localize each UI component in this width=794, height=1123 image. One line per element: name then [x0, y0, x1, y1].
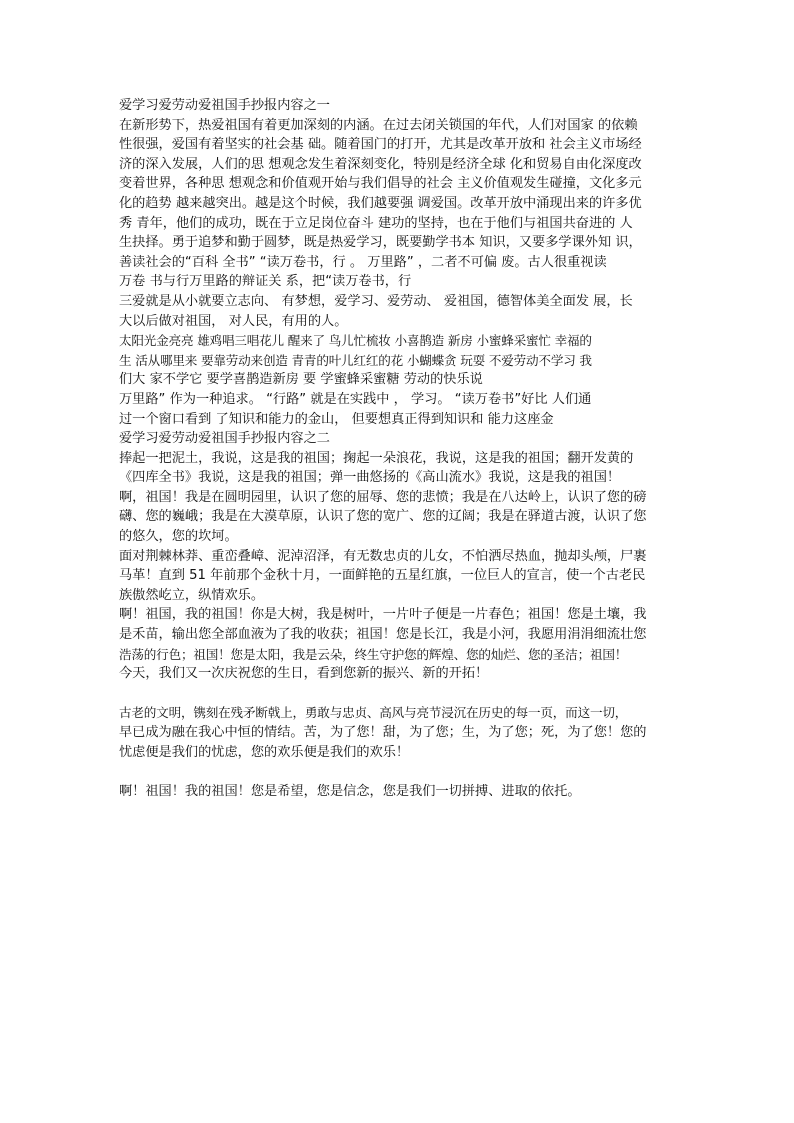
text-line: 早已成为融在我心中恒的情结。苦，为了您！甜，为了您；生，为了您；死，为了您！您的: [119, 725, 647, 740]
text-line: 的悠久，您的坎坷。: [119, 529, 238, 545]
text-line: 是禾苗，输出您全部血液为了我的收获；祖国！您是长江，我是小河，我愿用涓涓细流壮您: [119, 627, 647, 643]
text-line: 古老的文明，镌刻在残矛断戟上，勇敢与忠贞、高风与亮节浸沉在历史的每一页，而这一切，: [119, 705, 628, 721]
paragraph-gap: [119, 684, 675, 704]
text-line: 太阳光金亮亮 雄鸡唱三唱花儿 醒来了 鸟儿忙梳妆 小喜鹊造 新房 小蜜蜂采蜜忙 幸福的: [119, 333, 592, 349]
text-line: 济的深入发展，人们的思 想观念发生着深刻变化，特别是经济全球 化和贸易自由化深度改: [119, 156, 642, 172]
text-line: 礴、您的巍峨；我是在大漠草原，认识了您的宽广、您的辽阔；我是在驿道古渡，认识了您: [119, 509, 647, 525]
text-line: 啊！祖国，我的祖国！你是大树，我是树叶，一片叶子便是一片春色；祖国！您是土壤，我: [119, 607, 647, 623]
text-line: 秀 青年，他们的成功，既在于立足岗位奋斗 建功的坚持，也在于他们与祖国共奋进的 人: [119, 215, 633, 231]
text-line: 浩荡的行色；祖国！您是太阳，我是云朵，终生守护您的辉煌、您的灿烂、您的圣洁；祖国！: [119, 646, 628, 662]
text-line: 马革！直到 51 年前那个金秋十月，一面鲜艳的五星红旗，一位巨人的宣言，使一个古老民: [119, 568, 646, 584]
text-line: 大以后做对祖国， 对人民，有用的人。: [119, 313, 348, 329]
text-line: 族傲然屹立，纵情欢乐。: [119, 587, 265, 603]
section-title-1: 爱学习爱劳动爱祖国手抄报内容之一: [119, 98, 330, 113]
text-line: 化的趋势 越来越突出。越是这个时候，我们越要强 调爱国。改革开放中涌现出来的许多优: [119, 195, 642, 211]
text-line: 啊！祖国！我的祖国！您是希望，您是信念，您是我们一切拼搏、进取的依托。: [119, 783, 581, 799]
text-line: 捧起一把泥土，我说，这是我的祖国；掬起一朵浪花，我说，这是我的祖国；翻开发黄的: [119, 450, 634, 466]
text-line: 性很强，爱国有着坚实的社会基 础。随着国门的打开，尤其是改革开放和 社会主义市场经: [119, 137, 642, 153]
text-line: 生 活从哪里来 要靠劳动来创造 青青的叶儿红红的花 小蝴蝶贪 玩耍 不爱劳动不学习 我: [119, 352, 592, 368]
text-line: 生抉择。勇于追梦和勤于圆梦，既是热爱学习，既要勤学书本 知识，又要多学课外知 识，: [119, 235, 642, 251]
text-line: 今天，我们又一次庆祝您的生日，看到您新的振兴、新的开拓！: [119, 666, 489, 682]
text-line: 在新形势下，热爱祖国有着更加深刻的内涵。在过去闭关锁国的年代，人们对国家 的依赖: [119, 117, 638, 133]
text-line: 善读社会的“百科 全书” “读万卷书，行 。 万里路” ，二者不可偏 废。古人很重视读: [119, 254, 607, 270]
text-line: 忧虑便是我们的忧虑，您的欢乐便是我们的欢乐！: [119, 744, 410, 760]
section-title-2: 爱学习爱劳动爱祖国手抄报内容之二: [119, 431, 330, 447]
text-line: 《四库全书》我说，这是我的祖国；弹一曲悠扬的《高山流水》我说，这是我的祖国！: [119, 470, 621, 486]
text-line: 过一个窗口看到 了知识和能力的金山， 但要想真正得到知识和 能力这座金: [119, 411, 554, 427]
text-line: 三爱就是从小就要立志向、 有梦想，爱学习、爱劳动、 爱祖国，德智体美全面发 展，长: [119, 293, 633, 309]
document-body: [119, 96, 675, 801]
text-line: 万卷 书与行万里路的辩证关 系，把“读万卷书，行: [119, 274, 412, 290]
text-line: 啊，祖国！我是在圆明园里，认识了您的屈辱、您的悲愤；我是在八达岭上，认识了您的磅: [119, 489, 647, 505]
text-line: 面对荆棘林莽、重峦叠嶂、泥淖沼泽，有无数忠贞的儿女，不怕洒尽热血，抛却头颅，尸裹: [119, 548, 647, 564]
text-line: 万里路” 作为一种追求。 “行路” 就是在实践中 ， 学习。 “读万卷书”好比 人们通: [119, 391, 592, 407]
text-line: 们大 家不学它 要学喜鹊造新房 要 学蜜蜂采蜜糖 劳动的快乐说: [119, 372, 483, 388]
text-line: 变着世界，各种思 想观念和价值观开始与我们倡导的社会 主义价值观发生碰撞，文化多元: [119, 176, 642, 192]
paragraph-gap: [119, 762, 675, 782]
